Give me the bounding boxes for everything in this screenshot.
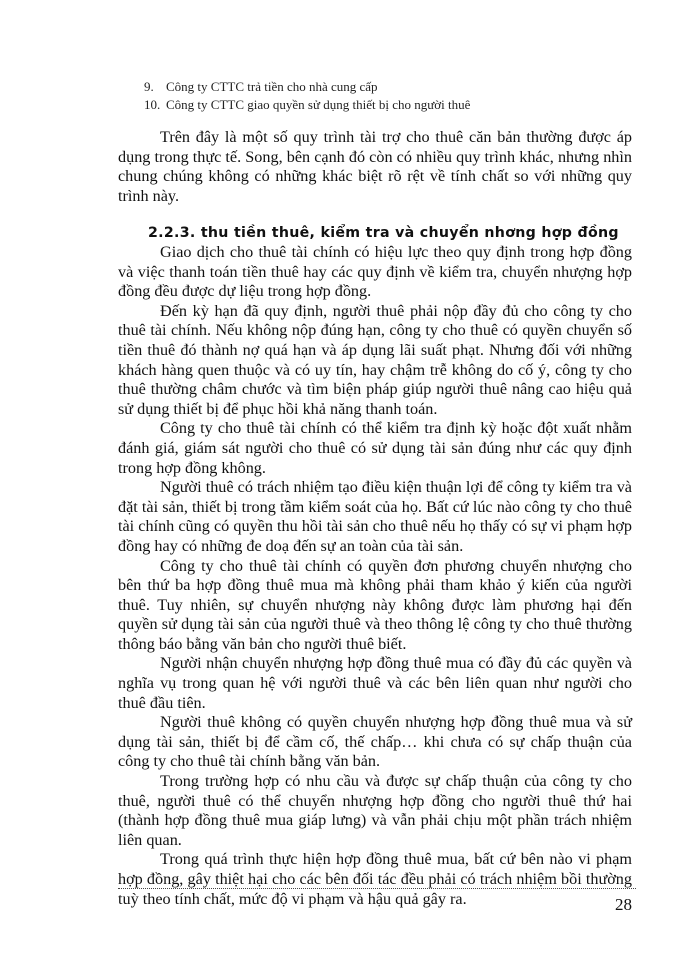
paragraph: Đến kỳ hạn đã quy định, người thuê phải nộp đầy đủ cho công ty cho thuê tài chính. Nếu không nộp đúng hạn, công ty cho thuê có quyền chuyển số tiền thuê đó thành nợ quá hạn và áp dụng lãi suất phạt. Nhưng đối với những khách hàng quen thuộc và có uy tín, hay chậm trễ không do cố ý, công ty cho thuê thường châm chước và tìm biện pháp giúp người thuê nâng cao hiệu quả sử dụng thiết bị để phục hồi khả năng thanh toán. [118, 301, 632, 418]
section-heading: 2.2.3. thu tiền thuê, kiểm tra và chuyển nhơng hợp đồng [148, 225, 619, 241]
list-item-text: Công ty CTTC giao quyền sử dụng thiết bị cho người thuê [166, 97, 471, 112]
list-item [144, 96, 470, 114]
page-number: 28 [615, 895, 632, 914]
paragraph: Người nhận chuyển nhượng hợp đồng thuê mua có đầy đủ các quyền và nghĩa vụ trong quan hệ với người thuê và các bên liên quan như người cho thuê đầu tiên. [118, 654, 632, 712]
intro-paragraph: Trên đây là một số quy trình tài trợ cho thuê căn bản thường được áp dụng trong thực tế. Song, bên cạnh đó còn có nhiều quy trình khác, nhưng nhìn chung chúng không có những khác biệt rõ rệt về tính chất so với những quy trình này. [118, 128, 632, 205]
paragraph: Công ty cho thuê tài chính có thể kiểm tra định kỳ hoặc đột xuất nhằm đánh giá, giám sát người cho thuê có sử dụng tài sản đúng như các quy định trong hợp đồng không. [118, 419, 632, 477]
list-item-text: Công ty CTTC trả tiền cho nhà cung cấp [166, 79, 378, 94]
paragraph: Người thuê có trách nhiệm tạo điều kiện thuận lợi để công ty kiểm tra và đặt tài sản, thiết bị trong tầm kiểm soát của họ. Bất cứ lúc nào công ty cho thuê tài chính cũng có quyền thu hồi tài sản cho thuê nếu họ thấy có sự vi phạm hợp đồng hay có những đe doạ đến sự an toàn của tài sản. [118, 478, 632, 555]
paragraph: Trong quá trình thực hiện hợp đồng thuê mua, bất cứ bên nào vi phạm hợp đồng, gây thiệt hại cho các bên đối tác đều phải có trách nhiệm bồi thường tuỳ theo tính chất, mức độ vi phạm và hậu quả gây ra. [118, 850, 632, 908]
paragraph: Người thuê không có quyền chuyển nhượng hợp đồng thuê mua và sử dụng tài sản, thiết bị để cầm cố, thế chấp… khi chưa có sự chấp thuận của công ty cho thuê tài chính bằng văn bản. [118, 713, 632, 771]
paragraph: Công ty cho thuê tài chính có quyền đơn phương chuyển nhượng cho bên thứ ba hợp đồng thuê mua mà không phải tham khảo ý kiến của người thuê. Tuy nhiên, sự chuyển nhượng này không được làm phương hại đến quyền sử dụng tài sản của người thuê và theo thông lệ công ty cho thuê thường thông báo bằng văn bản cho người thuê biết. [118, 556, 632, 653]
footer-divider [118, 888, 636, 889]
section-2-2-3 [118, 223, 632, 909]
list-item-number: 9. [144, 79, 154, 94]
numbered-list [144, 78, 470, 114]
paragraph: Giao dịch cho thuê tài chính có hiệu lực theo quy định trong hợp đồng và việc thanh toán tiền thuê hay các quy định về kiểm tra, chuyển nhượng hợp đồng đều được dự liệu trong hợp đồng. [118, 243, 632, 301]
list-item-number: 10. [144, 97, 161, 112]
paragraph: Trong trường hợp có nhu cầu và được sự chấp thuận của công ty cho thuê, người thuê có thể chuyển nhượng hợp đồng cho người thuê thứ hai (thành hợp đồng thuê mua giáp lưng) và vẫn phải chịu một phần trách nhiệm liên quan. [118, 772, 632, 849]
list-item [144, 78, 470, 96]
